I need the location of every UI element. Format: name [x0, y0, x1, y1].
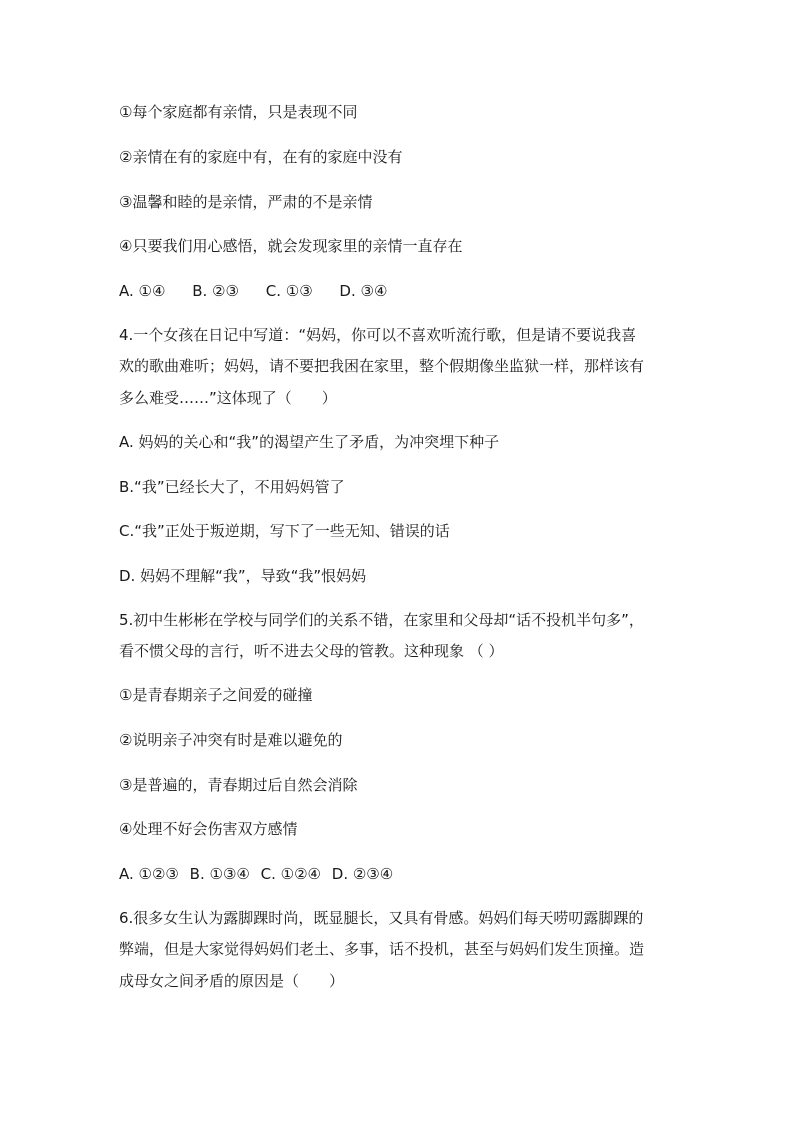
q3-option-d: D. ③④ — [339, 282, 388, 300]
q4-option-d: D. 妈妈不理解“我”，导致“我”恨妈妈 — [119, 567, 367, 585]
q5-item-4: ④处理不好会伤害双方感情 — [119, 820, 298, 838]
q6-stem-line-1: 6.很多女生认为露脚踝时尚，既显腿长，又具有骨感。妈妈们每天唠叨露脚踝的 — [119, 909, 644, 927]
q5-stem-line-2: 看不惯父母的言行，听不进去父母的管教。这种现象 （ ） — [119, 642, 504, 660]
q4-option-a: A. 妈妈的关心和“我”的渴望产生了矛盾，为冲突埋下种子 — [119, 433, 500, 451]
q4-stem-line-3: 多么难受……”这体现了（ ） — [119, 389, 337, 407]
q3-item-3: ③温馨和睦的是亲情，严肃的不是亲情 — [119, 193, 373, 211]
q5-option-a: A. ①②③ — [119, 865, 179, 883]
q4-option-b: B.“我”已经长大了，不用妈妈管了 — [119, 478, 345, 496]
q4-stem-line-2: 欢的歌曲难听；妈妈，请不要把我困在家里，整个假期像坐监狱一样，那样该有 — [119, 357, 645, 375]
q5-stem-line-1: 5.初中生彬彬在学校与同学们的关系不错，在家里和父母却“话不投机半句多”， — [119, 611, 644, 629]
q3-item-2: ②亲情在有的家庭中有，在有的家庭中没有 — [119, 148, 403, 166]
q6-stem-line-2: 弊端，但是大家觉得妈妈们老土、多事，话不投机，甚至与妈妈们发生顶撞。造 — [119, 940, 645, 958]
q5-option-c: C. ①②④ — [260, 865, 321, 883]
q4-stem-line-1: 4.一个女孩在日记中写道：“妈妈，你可以不喜欢听流行歌，但是请不要说我喜 — [119, 326, 637, 344]
q3-option-b: B. ②③ — [192, 282, 239, 300]
q6-stem-line-3: 成母女之间矛盾的原因是（ ） — [119, 972, 345, 990]
q3-option-a: A. ①④ — [119, 282, 166, 300]
q5-item-2: ②说明亲子冲突有时是难以避免的 — [119, 731, 343, 749]
q5-options — [119, 864, 679, 884]
q5-option-b: B. ①③④ — [189, 865, 250, 883]
q5-item-3: ③是普遍的，青春期过后自然会消除 — [119, 776, 358, 794]
q3-options — [119, 281, 679, 301]
q3-option-c: C. ①③ — [265, 282, 313, 300]
q3-item-4: ④只要我们用心感悟，就会发现家里的亲情一直存在 — [119, 237, 463, 255]
q5-option-d: D. ②③④ — [331, 865, 394, 883]
q4-option-c: C.“我”正处于叛逆期，写下了一些无知、错误的话 — [119, 522, 450, 540]
q3-item-1: ①每个家庭都有亲情，只是表现不同 — [119, 103, 358, 121]
q5-item-1: ①是青春期亲子之间爱的碰撞 — [119, 686, 313, 704]
